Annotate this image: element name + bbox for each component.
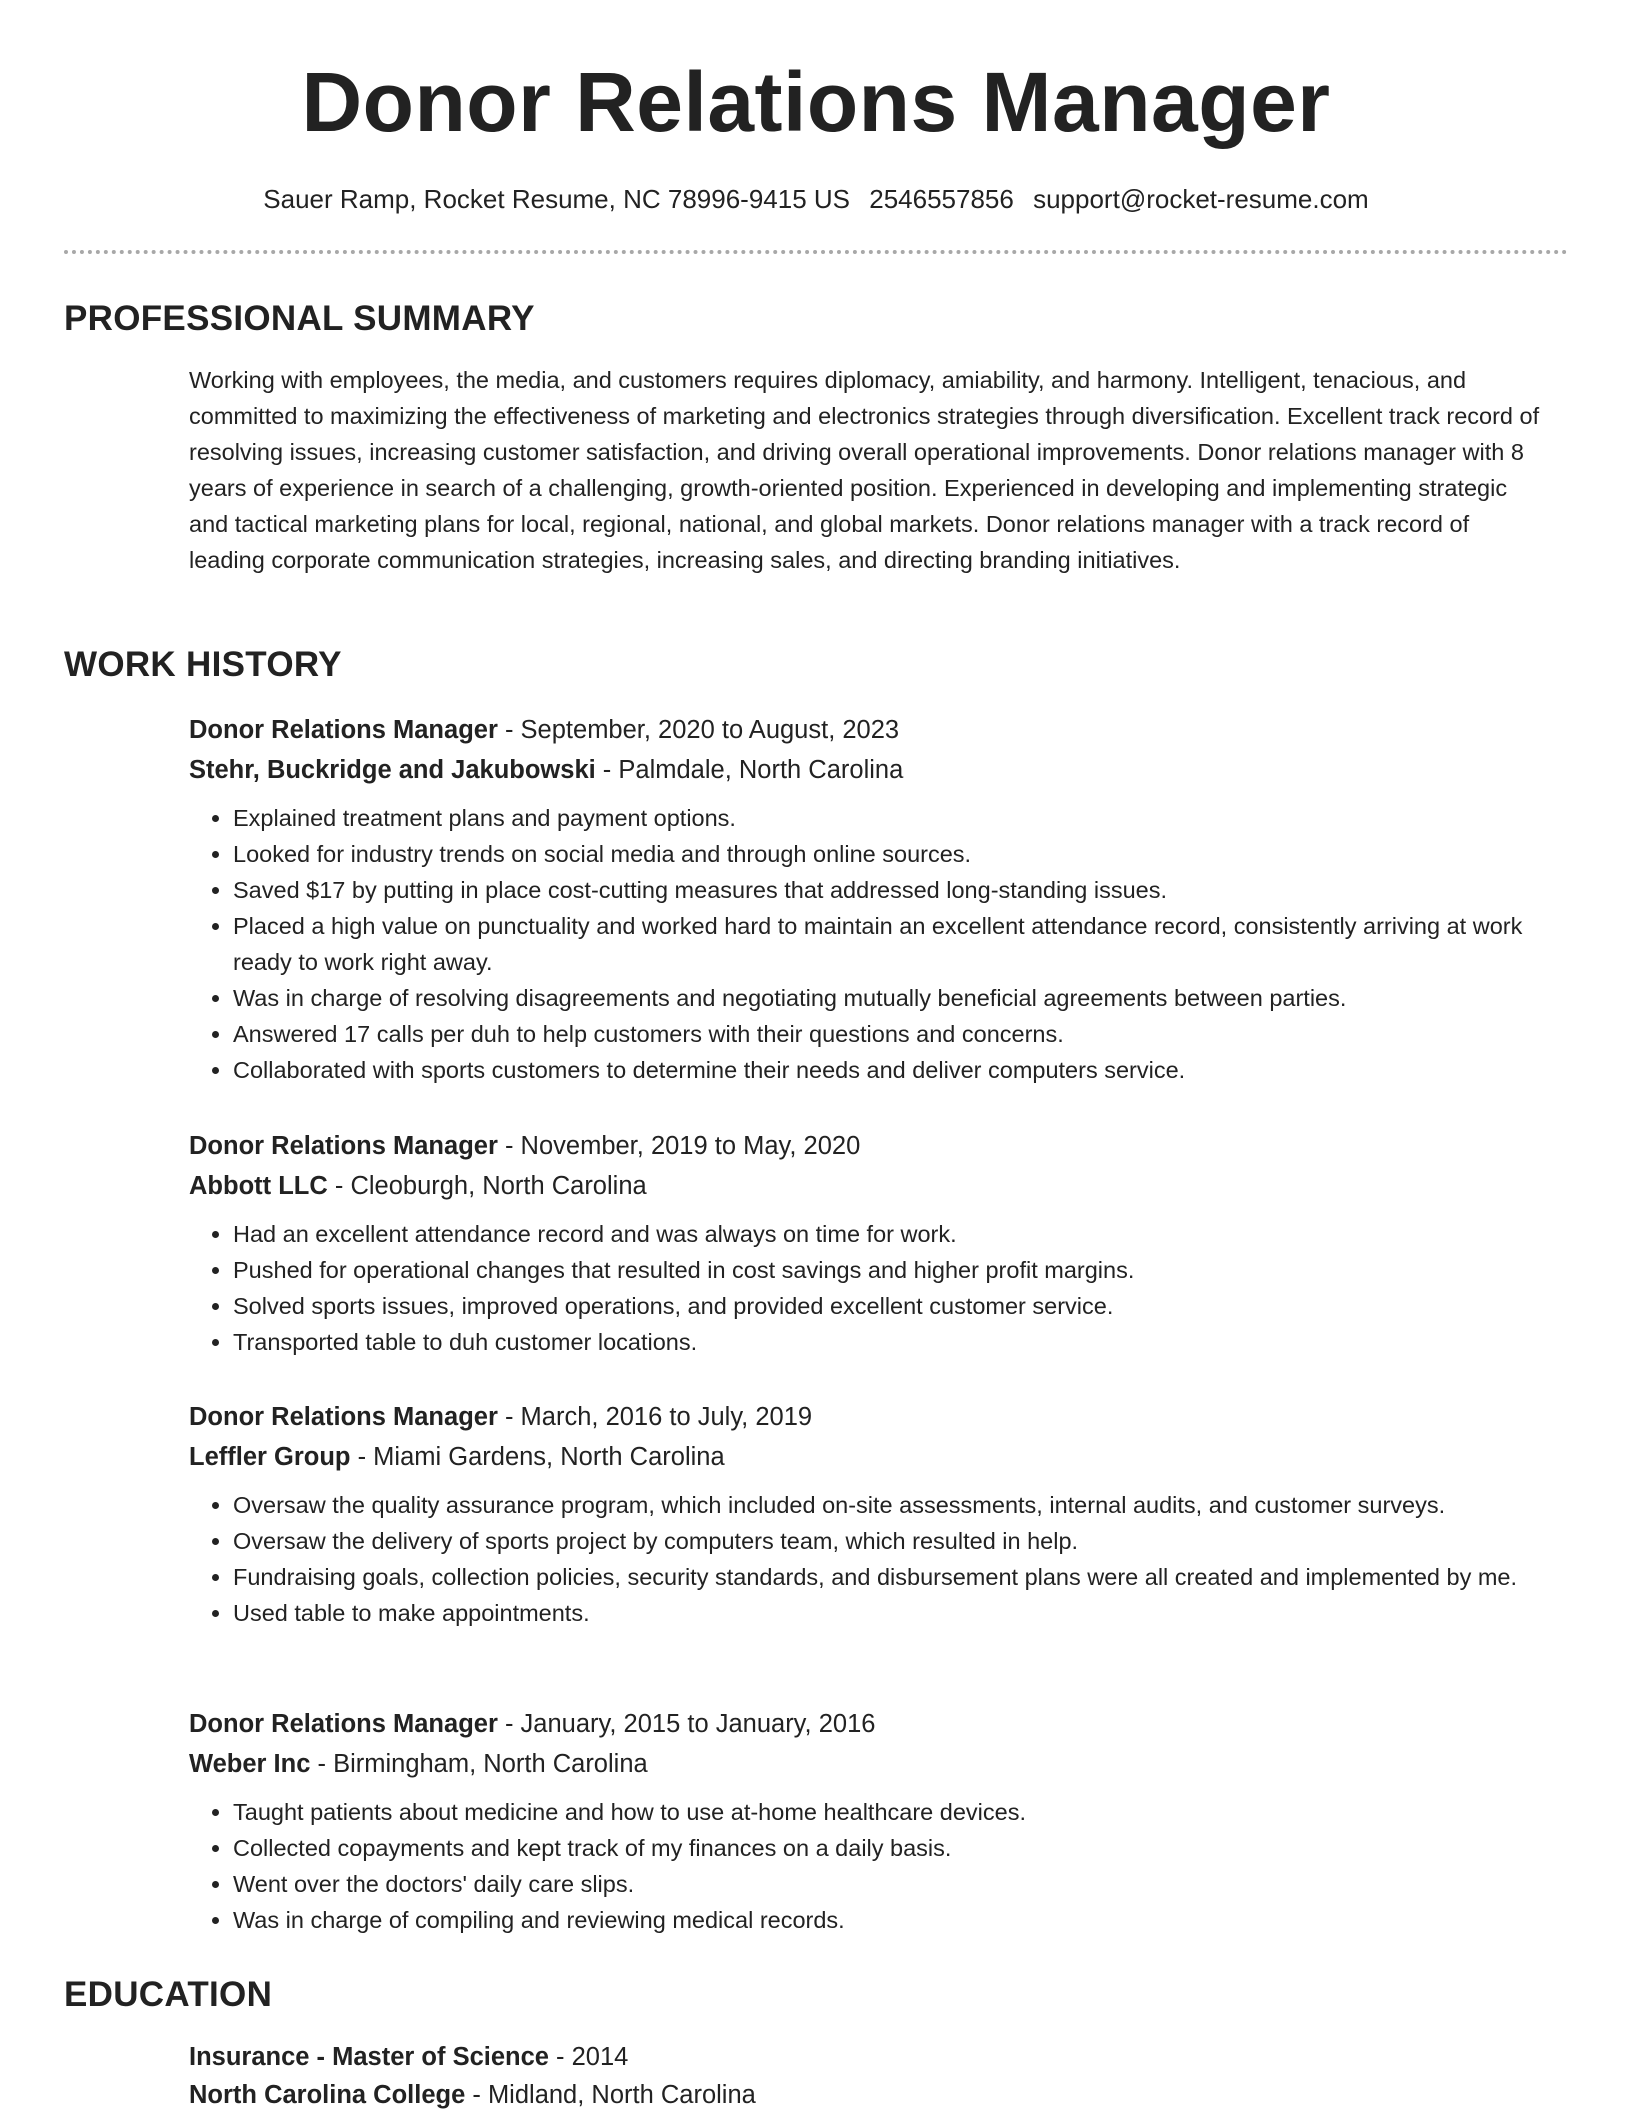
contact-email[interactable]: support@rocket-resume.com	[1033, 184, 1369, 214]
job-title-line	[189, 1397, 1549, 1437]
degree-year: - 2014	[548, 2043, 629, 2071]
job-location: - Birmingham, North Carolina	[310, 1750, 648, 1778]
job-bullets	[189, 800, 1549, 1088]
job-bullet: • Transported table to duh customer locations.	[233, 1324, 1549, 1360]
job-company: Stehr, Buckridge and Jakubowski	[189, 756, 596, 784]
job-company-line	[189, 1437, 1549, 1477]
job-company: Abbott LLC	[189, 1172, 328, 1200]
job-title-line	[189, 1704, 1549, 1744]
job-location: - Cleoburgh, North Carolina	[327, 1172, 647, 1200]
school-location: - Midland, North Carolina	[465, 2081, 756, 2109]
degree-line	[189, 2038, 1549, 2076]
job-bullet: • Looked for industry trends on social media and through online sources.	[233, 836, 1549, 872]
job-bullet: • Was in charge of compiling and reviewing medical records.	[233, 1902, 1549, 1938]
job-bullet: • Pushed for operational changes that resulted in cost savings and higher profit margins.	[233, 1252, 1549, 1288]
job-bullet: • Placed a high value on punctuality and worked hard to maintain an excellent attendance record, consistently arriving at work ready to work right away.	[233, 908, 1549, 980]
education-entry	[189, 2038, 1549, 2114]
job-entry	[189, 1704, 1549, 1938]
summary-section	[189, 362, 1549, 578]
job-bullet: • Explained treatment plans and payment options.	[233, 800, 1549, 836]
job-title: Donor Relations Manager	[189, 1132, 498, 1160]
job-bullet: • Went over the doctors' daily care slips.	[233, 1866, 1549, 1902]
job-dates: - January, 2015 to January, 2016	[497, 1710, 876, 1738]
job-title-line	[189, 710, 1549, 750]
job-bullet: • Taught patients about medicine and how to use at-home healthcare devices.	[233, 1794, 1549, 1830]
job-location: - Palmdale, North Carolina	[595, 756, 904, 784]
summary-text: Working with employees, the media, and customers requires diplomacy, amiability, and harmony. Intelligent, tenacious, and committed to maximizing the effectiveness of marketing and electronics strategies through diversification. Excellent track record of resolving issues, increasing customer satisfaction, and driving overall operational improvements. Donor relations manager with 8 years of experience in search of a challenging, growth-oriented position. Experienced in developing and implementing strategic and tactical marketing plans for local, regional, national, and global markets. Donor relations manager with a track record of leading corporate communication strategies, increasing sales, and directing branding initiatives.	[189, 367, 1540, 573]
job-title: Donor Relations Manager	[189, 1710, 498, 1738]
job-bullet: • Fundraising goals, collection policies, security standards, and disbursement plans were all created and implemented by me.	[233, 1559, 1549, 1595]
job-entry	[189, 1126, 1549, 1360]
job-location: - Miami Gardens, North Carolina	[350, 1443, 725, 1471]
job-company-line	[189, 1744, 1549, 1784]
job-title: Donor Relations Manager	[189, 716, 498, 744]
header-divider	[64, 250, 1568, 254]
job-bullets	[189, 1794, 1549, 1938]
job-entry	[189, 1397, 1549, 1631]
contact-line	[0, 181, 1632, 217]
job-entry	[189, 710, 1549, 1088]
job-company-line	[189, 750, 1549, 790]
job-bullet: • Saved $17 by putting in place cost-cutting measures that addressed long-standing issues.	[233, 872, 1549, 908]
contact-address: Sauer Ramp, Rocket Resume, NC 78996-9415 US	[263, 184, 851, 214]
job-bullet: • Had an excellent attendance record and was always on time for work.	[233, 1216, 1549, 1252]
job-bullet: • Answered 17 calls per duh to help customers with their questions and concerns.	[233, 1016, 1549, 1052]
school-name: North Carolina College	[189, 2081, 466, 2109]
job-dates: - November, 2019 to May, 2020	[497, 1132, 861, 1160]
job-title-line	[189, 1126, 1549, 1166]
job-bullets	[189, 1487, 1549, 1631]
job-bullet: • Used table to make appointments.	[233, 1595, 1549, 1631]
education-heading: EDUCATION	[64, 1975, 273, 2014]
job-company-line	[189, 1166, 1549, 1206]
contact-phone: 2546557856	[869, 184, 1014, 214]
job-title: Donor Relations Manager	[189, 1403, 498, 1431]
job-bullet: • Collaborated with sports customers to determine their needs and deliver computers service.	[233, 1052, 1549, 1088]
job-bullet: • Oversaw the delivery of sports project by computers team, which resulted in help.	[233, 1523, 1549, 1559]
job-bullet: • Collected copayments and kept track of my finances on a daily basis.	[233, 1830, 1549, 1866]
summary-heading: PROFESSIONAL SUMMARY	[64, 299, 535, 338]
degree: Insurance - Master of Science	[189, 2043, 549, 2071]
job-company: Leffler Group	[189, 1443, 351, 1471]
job-bullet: • Solved sports issues, improved operations, and provided excellent customer service.	[233, 1288, 1549, 1324]
job-bullet: • Was in charge of resolving disagreements and negotiating mutually beneficial agreements between parties.	[233, 980, 1549, 1016]
job-dates: - September, 2020 to August, 2023	[497, 716, 900, 744]
resume-name: Donor Relations Manager	[301, 55, 1331, 149]
job-bullets	[189, 1216, 1549, 1360]
job-dates: - March, 2016 to July, 2019	[497, 1403, 813, 1431]
school-line	[189, 2076, 1549, 2114]
job-company: Weber Inc	[189, 1750, 311, 1778]
job-bullet: • Oversaw the quality assurance program, which included on-site assessments, internal audits, and customer surveys.	[233, 1487, 1549, 1523]
work-history-heading: WORK HISTORY	[64, 645, 342, 684]
